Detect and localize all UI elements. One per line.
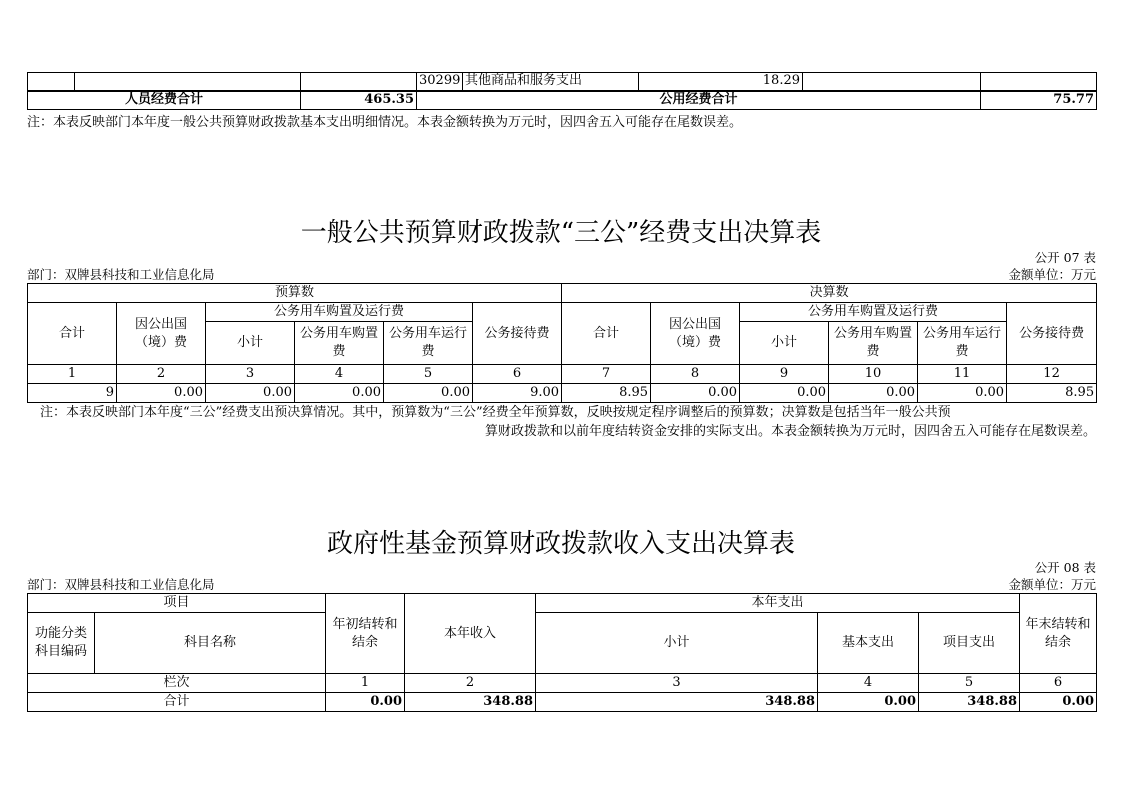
col-number: 12 — [1007, 365, 1097, 384]
col-number: 1 — [326, 674, 405, 693]
budget-header: 预算数 — [28, 284, 562, 303]
col-number: 2 — [405, 674, 536, 693]
col-number: 6 — [1020, 674, 1097, 693]
col-number: 5 — [384, 365, 473, 384]
expense-subtotal-header: 小计 — [536, 613, 818, 674]
final-abroad-header: 因公出国（境）费 — [651, 303, 740, 365]
public-total-value: 75.77 — [981, 91, 1097, 110]
subject-code: 30299 — [417, 73, 463, 91]
value-cell: 0.00 — [818, 693, 919, 712]
func-code-header: 功能分类科目编码 — [28, 613, 95, 674]
table08-unit: 金额单位：万元 — [1008, 577, 1096, 592]
col-number: 4 — [295, 365, 384, 384]
final-total-header: 合计 — [562, 303, 651, 365]
table07-unit: 金额单位：万元 — [1008, 267, 1096, 282]
value-cell: 0.00 — [206, 384, 295, 403]
value-cell: 0.00 — [829, 384, 918, 403]
table08-title: 政府性基金预算财政拨款收入支出决算表 — [326, 529, 795, 559]
value-cell: 348.88 — [405, 693, 536, 712]
row-index-label: 栏次 — [28, 674, 326, 693]
col-number: 10 — [829, 365, 918, 384]
basic-expense-header: 基本支出 — [818, 613, 919, 674]
basic-expense-note: 注：本表反映部门本年度一般公共预算财政拨款基本支出明细情况。本表金额转换为万元时，因四舍五入可能存在尾数误差。 — [27, 115, 743, 130]
expense-header: 本年支出 — [536, 594, 1020, 613]
subject-name: 其他商品和服务支出 — [463, 73, 639, 91]
public-total-label: 公用经费合计 — [417, 91, 981, 110]
final-operation-header: 公务用车运行费 — [918, 322, 1007, 365]
budget-reception-header: 公务接待费 — [473, 303, 562, 365]
item-header: 项目 — [28, 594, 326, 613]
empty-cell — [301, 73, 417, 91]
subject-name-header: 科目名称 — [95, 613, 326, 674]
budget-total-header: 合计 — [28, 303, 117, 365]
col-number: 9 — [740, 365, 829, 384]
basic-expense-table-tail — [27, 72, 1097, 110]
final-vehicle-header: 公务用车购置及运行费 — [740, 303, 1007, 322]
final-purchase-header: 公务用车购置费 — [829, 322, 918, 365]
income-header: 本年收入 — [405, 594, 536, 674]
end-balance-header: 年末结转和结余 — [1020, 594, 1097, 674]
col-number: 6 — [473, 365, 562, 384]
value-cell: 0.00 — [326, 693, 405, 712]
col-number: 1 — [28, 365, 117, 384]
col-number: 8 — [651, 365, 740, 384]
begin-balance-header: 年初结转和结余 — [326, 594, 405, 674]
table08-dept: 部门：双牌县科技和工业信息化局 — [27, 577, 215, 592]
personnel-total-label: 人员经费合计 — [28, 91, 301, 110]
value-cell: 0.00 — [384, 384, 473, 403]
value-cell: 348.88 — [536, 693, 818, 712]
col-number: 5 — [919, 674, 1020, 693]
budget-abroad-header: 因公出国（境）费 — [117, 303, 206, 365]
col-number: 3 — [206, 365, 295, 384]
empty-cell — [28, 73, 75, 91]
value-cell: 0.00 — [651, 384, 740, 403]
budget-subtotal-header: 小计 — [206, 322, 295, 365]
table07-code: 公开 07 表 — [1034, 250, 1096, 265]
personnel-total-value: 465.35 — [301, 91, 417, 110]
three-public-expense-table — [27, 283, 1097, 403]
col-number: 7 — [562, 365, 651, 384]
budget-operation-header: 公务用车运行费 — [384, 322, 473, 365]
value-cell: 0.00 — [1020, 693, 1097, 712]
budget-purchase-header: 公务用车购置费 — [295, 322, 384, 365]
value-cell: 9.00 — [473, 384, 562, 403]
col-number: 3 — [536, 674, 818, 693]
col-number: 4 — [818, 674, 919, 693]
value-cell: 0.00 — [740, 384, 829, 403]
value-cell: 0.00 — [918, 384, 1007, 403]
project-expense-header: 项目支出 — [919, 613, 1020, 674]
total-row-label: 合计 — [28, 693, 326, 712]
value-cell: 0.00 — [295, 384, 384, 403]
table07-dept: 部门：双牌县科技和工业信息化局 — [27, 267, 215, 282]
value-cell: 8.95 — [562, 384, 651, 403]
empty-cell — [75, 73, 301, 91]
value-cell: 8.95 — [1007, 384, 1097, 403]
gov-fund-table — [27, 593, 1097, 712]
col-number: 2 — [117, 365, 206, 384]
table07-title: 一般公共预算财政拨款“三公”经费支出决算表 — [300, 218, 822, 248]
table08-code: 公开 08 表 — [1034, 560, 1096, 575]
table07-note-line2: 算财政拨款和以前年度结转资金安排的实际支出。本表金额转换为万元时，因四舍五入可能存在尾数误差。 — [484, 424, 1096, 439]
value-cell: 9 — [28, 384, 117, 403]
empty-cell — [803, 73, 981, 91]
final-reception-header: 公务接待费 — [1007, 303, 1097, 365]
col-number: 11 — [918, 365, 1007, 384]
value-cell: 0.00 — [117, 384, 206, 403]
value-cell: 348.88 — [919, 693, 1020, 712]
amount-cell: 18.29 — [639, 73, 803, 91]
table07-note-line1: 注：本表反映部门本年度“三公”经费支出预决算情况。其中，预算数为“三公”经费全年预算数，反映按规定程序调整后的预算数；决算数是包括当年一般公共预 — [40, 405, 951, 420]
budget-vehicle-header: 公务用车购置及运行费 — [206, 303, 473, 322]
empty-cell — [981, 73, 1097, 91]
final-header: 决算数 — [562, 284, 1097, 303]
final-subtotal-header: 小计 — [740, 322, 829, 365]
